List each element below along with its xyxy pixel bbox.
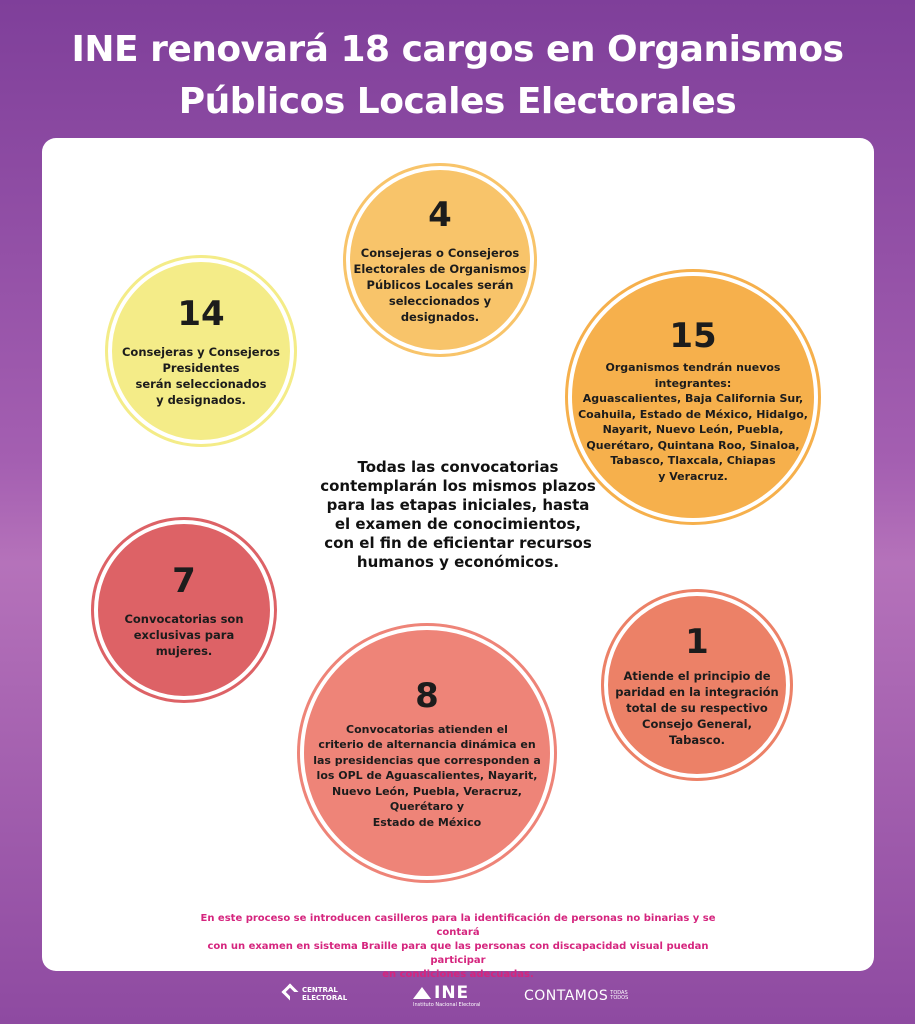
stat-circle-14 [108, 258, 294, 444]
stat-description: Organismos tendrán nuevos integrantes: Aguascalientes, Baja California Sur, Coahuila, Estado de México, Hidalgo, Nayarit, Nuevo León, Puebla, Querétaro, Quintana Roo, Sinaloa, Tabasco, Tlaxcala, Chiapas y Veracruz. [578, 361, 808, 483]
stat-circle-8 [300, 626, 554, 880]
footnote: En este proceso se introducen casilleros para la identificación de personas no binarias y se contará con un examen en sistema Braille para que las personas con discapacidad visual puedan participar en condiciones adecuadas. [200, 913, 716, 980]
central-electoral-logo: CENTRAL ELECTORAL [282, 984, 347, 1004]
stat-number: 1 [685, 622, 709, 662]
page-title [0, 24, 915, 128]
stat-description: Atiende el principio de paridad en la integración total de su respectivo Consejo General, Tabasco. [615, 669, 779, 747]
stat-circle-4 [346, 166, 534, 354]
stat-description: Convocatorias atienden el criterio de alternancia dinámica en las presidencias que corresponden a los OPL de Aguascalientes, Nayarit, Nuevo León, Puebla, Veracruz, Querétaro y Estado de México [313, 722, 541, 829]
stat-number: 15 [669, 316, 717, 356]
stat-number: 4 [428, 195, 452, 235]
stat-description: Consejeras y Consejeros Presidentes serán seleccionados y designados. [121, 345, 281, 407]
stat-description: Consejeras o Consejeros Electorales de Organismos Públicos Locales serán seleccionados y designados. [353, 246, 527, 324]
stat-circle-1 [604, 592, 790, 778]
stat-number: 8 [415, 675, 439, 716]
title-line-2: Públicos Locales Electorales [178, 81, 737, 122]
footer-logos [0, 980, 915, 1016]
stat-description: Convocatorias son exclusivas para mujeres. [124, 612, 244, 658]
central-electoral-mark-icon [282, 984, 298, 1004]
ine-logo: INE Instituto Nacional Electoral [413, 983, 481, 1008]
stat-number: 7 [172, 561, 196, 601]
contamos-logo: CONTAMOS TODAS TODOS [524, 988, 629, 1004]
stat-circle-7 [94, 520, 274, 700]
title-line-1: INE renovará 18 cargos en Organismos [71, 29, 844, 70]
central-statement: Todas las convocatorias contemplarán los mismos plazos para las etapas iniciales, hasta el examen de conocimientos, con el fin de eficientar recursos humanos y económicos. [320, 458, 596, 571]
ine-triangle-icon [413, 987, 431, 999]
stat-number: 14 [177, 294, 225, 334]
